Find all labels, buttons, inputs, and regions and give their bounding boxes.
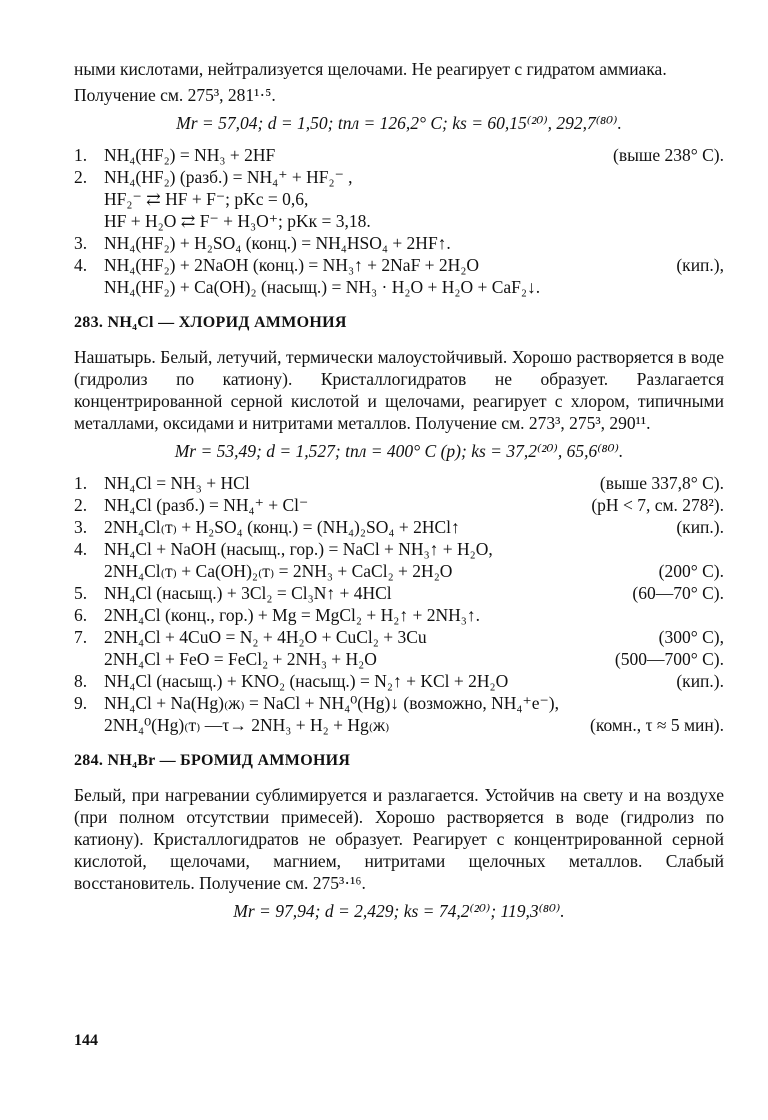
- reaction-equation: NH₄(HF₂) (разб.) = NH₄⁺ + HF₂⁻ ,: [104, 167, 353, 187]
- reaction-row: [74, 582, 724, 604]
- reaction-number: 2.: [74, 495, 88, 515]
- constants-283: Mr = 53,49; d = 1,527; tпл = 400° C (p); ks = 37,2⁽²⁰⁾, 65,6⁽⁸⁰⁾.: [174, 441, 624, 461]
- section-desc-284: Белый, при нагревании сублимируется и разлагается. Устойчив на свету и на воздухе (при полном отсутствии примесей). Хорошо растворяется в воде (гидролиз по катиону). Кристаллогидратов не образует. Реагирует с концентрированной серной кислотой, щелочами, магнием, нитритами щелочных металлов. Слабый восстановитель. Получение см. 275³·¹⁶.: [74, 785, 724, 893]
- constants-282: Mr = 57,04; d = 1,50; tпл = 126,2° C; ks = 60,15⁽²⁰⁾, 292,7⁽⁸⁰⁾.: [176, 113, 622, 133]
- reaction-equation: NH₄Cl + Na(Hg)₍ж₎ = NaCl + NH₄⁰(Hg)↓ (возможно, NH₄⁺e⁻),: [104, 693, 559, 713]
- reaction-row: [74, 472, 724, 494]
- reaction-condition: (pH < 7, см. 278²).: [591, 495, 724, 515]
- reaction-number: 1.: [74, 145, 88, 165]
- section-title-283: 283. NH₄Cl — ХЛОРИД АММОНИЯ: [74, 314, 347, 331]
- reaction-equation: HF + H₂O ⇄ F⁻ + H₃O⁺; pKк = 3,18.: [104, 211, 371, 231]
- reaction-number: 3.: [74, 517, 88, 537]
- page-number: 144: [74, 1032, 98, 1049]
- section-title-284: 284. NH₄Br — БРОМИД АММОНИЯ: [74, 752, 351, 769]
- reaction-number: 9.: [74, 693, 88, 713]
- reaction-condition: (200° C).: [658, 561, 724, 581]
- reaction-condition: (500—700° C).: [614, 649, 724, 669]
- reaction-condition: (кип.),: [676, 255, 724, 275]
- reaction-number: 4.: [74, 255, 88, 275]
- reaction-number: 2.: [74, 167, 88, 187]
- reaction-condition: (выше 337,8° C).: [599, 473, 724, 493]
- reaction-equation: NH₄Cl (насыщ.) + 3Cl₂ = Cl₃N↑ + 4HCl: [104, 583, 392, 603]
- reaction-row: [74, 516, 724, 538]
- reaction-row: [74, 692, 724, 714]
- reaction-equation: 2NH₄Cl + FeO = FeCl₂ + 2NH₃ + H₂O: [104, 649, 377, 669]
- reaction-equation: 2NH₄Cl + 4CuO = N₂ + 4H₂O + CuCl₂ + 3Cu: [104, 627, 427, 647]
- reaction-row: [74, 188, 724, 210]
- intro-line-2: Получение см. 275³, 281¹·⁵.: [74, 85, 276, 105]
- reaction-condition: (выше 238° C).: [613, 145, 724, 165]
- reaction-equation: NH₄(HF₂) + Ca(OH)₂ (насыщ.) = NH₃ · H₂O + H₂O + CaF₂↓.: [104, 277, 541, 297]
- reaction-condition: (300° C),: [658, 627, 724, 647]
- reaction-number: 4.: [74, 539, 88, 559]
- reaction-row: [74, 714, 724, 736]
- reaction-row: [74, 604, 724, 626]
- reaction-equation: NH₄(HF₂) + H₂SO₄ (конц.) = NH₄HSO₄ + 2HF↑.: [104, 233, 451, 253]
- reaction-number: 8.: [74, 671, 88, 691]
- reaction-row: [74, 560, 724, 582]
- reaction-condition: (кип.).: [676, 517, 724, 537]
- reaction-number: 3.: [74, 233, 88, 253]
- reaction-equation: NH₄Cl + NaOH (насыщ., гор.) = NaCl + NH₃↑ + H₂O,: [104, 539, 493, 559]
- reaction-equation: 2NH₄Cl₍т₎ + Ca(OH)₂₍т₎ = 2NH₃ + CaCl₂ + 2H₂O: [104, 561, 453, 581]
- reaction-condition: (комн., τ ≈ 5 мин).: [590, 715, 724, 735]
- reaction-row: [74, 254, 724, 276]
- reaction-equation: 2NH₄⁰(Hg)₍т₎ —τ→ 2NH₃ + H₂ + Hg₍ж₎: [104, 715, 390, 735]
- reaction-row: [74, 276, 724, 298]
- reaction-equation: NH₄Cl (разб.) = NH₄⁺ + Cl⁻: [104, 495, 309, 515]
- reaction-condition: (кип.).: [676, 671, 724, 691]
- reaction-equation: HF₂⁻ ⇄ HF + F⁻; pKc = 0,6,: [104, 189, 309, 209]
- reaction-row: [74, 670, 724, 692]
- reactions-282: [74, 144, 724, 298]
- reaction-equation: NH₄Cl (насыщ.) + KNO₂ (насыщ.) = N₂↑ + KCl + 2H₂O: [104, 671, 509, 691]
- reactions-283: [74, 472, 724, 736]
- reaction-row: [74, 232, 724, 254]
- reaction-number: 7.: [74, 627, 88, 647]
- reaction-equation: NH₄(HF₂) = NH₃ + 2HF: [104, 145, 276, 165]
- intro-line-1: ными кислотами, нейтрализуется щелочами. Не реагирует с гидратом аммиака.: [74, 59, 667, 79]
- reaction-row: [74, 626, 724, 648]
- reaction-number: 1.: [74, 473, 88, 493]
- reaction-row: [74, 648, 724, 670]
- reaction-row: [74, 494, 724, 516]
- reaction-equation: NH₄(HF₂) + 2NaOH (конц.) = NH₃↑ + 2NaF + 2H₂O: [104, 255, 480, 275]
- reaction-equation: 2NH₄Cl₍т₎ + H₂SO₄ (конц.) = (NH₄)₂SO₄ + 2HCl↑: [104, 517, 460, 537]
- reaction-condition: (60—70° C).: [632, 583, 724, 603]
- section-desc-283: Нашатырь. Белый, летучий, термически малоустойчивый. Хорошо растворяется в воде (гидролиз по катиону). Кристаллогидратов не образует. Разлагается концентрированной серной кислотой и щелочами, реагирует с хлором, типичными металлами, оксидами и нитритами металлов. Получение см. 273³, 275³, 290¹¹.: [74, 347, 724, 433]
- constants-284: Mr = 97,94; d = 2,429; ks = 74,2⁽²⁰⁾; 119,3⁽⁸⁰⁾.: [233, 901, 565, 921]
- reaction-row: [74, 166, 724, 188]
- reaction-row: [74, 210, 724, 232]
- page-content: [74, 58, 724, 932]
- reaction-row: [74, 538, 724, 560]
- reaction-number: 5.: [74, 583, 88, 603]
- reaction-row: [74, 144, 724, 166]
- reaction-equation: NH₄Cl = NH₃ + HCl: [104, 473, 250, 493]
- reaction-equation: 2NH₄Cl (конц., гор.) + Mg = MgCl₂ + H₂↑ + 2NH₃↑.: [104, 605, 481, 625]
- reaction-number: 6.: [74, 605, 88, 625]
